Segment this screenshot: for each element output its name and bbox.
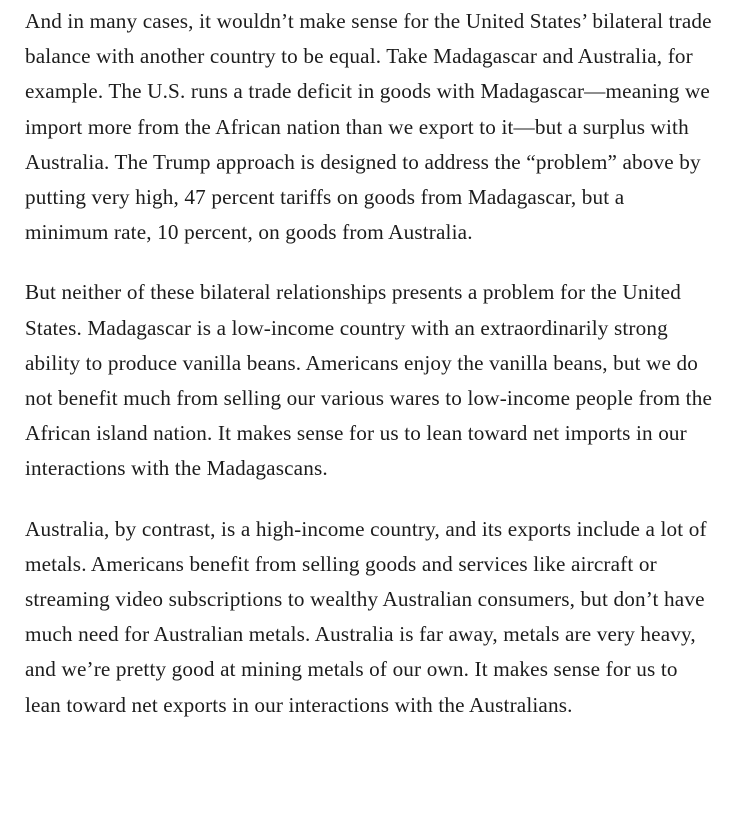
paragraph-australia: Australia, by contrast, is a high-income country, and its exports include a lot of metals. Americans benefit from selling goods and services like aircraft or streaming video subscriptions to wealthy Australian consumers, but don’t have much need for Australian metals. Australia is far away, metals are very heavy, and we’re pretty good at mining metals of our own. It makes sense for us to lean toward net exports in our interactions with the Australians. [25, 516, 707, 717]
paragraph-trade-balance: And in many cases, it wouldn’t make sense for the United States’ bilateral trade balance with another country to be equal. Take Madagascar and Australia, for example. The U.S. runs a trade deficit in goods with Madagascar—meaning we import more from the African nation than we export to it—but a surplus with Australia. The Trump approach is designed to address the “problem” above by putting very high, 47 percent tariffs on goods from Madagascar, but a minimum rate, 10 percent, on goods from Australia. [25, 9, 712, 245]
paragraph-madagascar: But neither of these bilateral relationships presents a problem for the United States. Madagascar is a low-income country with an extraordinarily strong ability to produce vanilla beans. Americans enjoy the vanilla beans, but we do not benefit much from selling our various wares to low-income people from the African island nation. It makes sense for us to lean toward net imports in our interactions with the Madagascans. [25, 280, 713, 481]
